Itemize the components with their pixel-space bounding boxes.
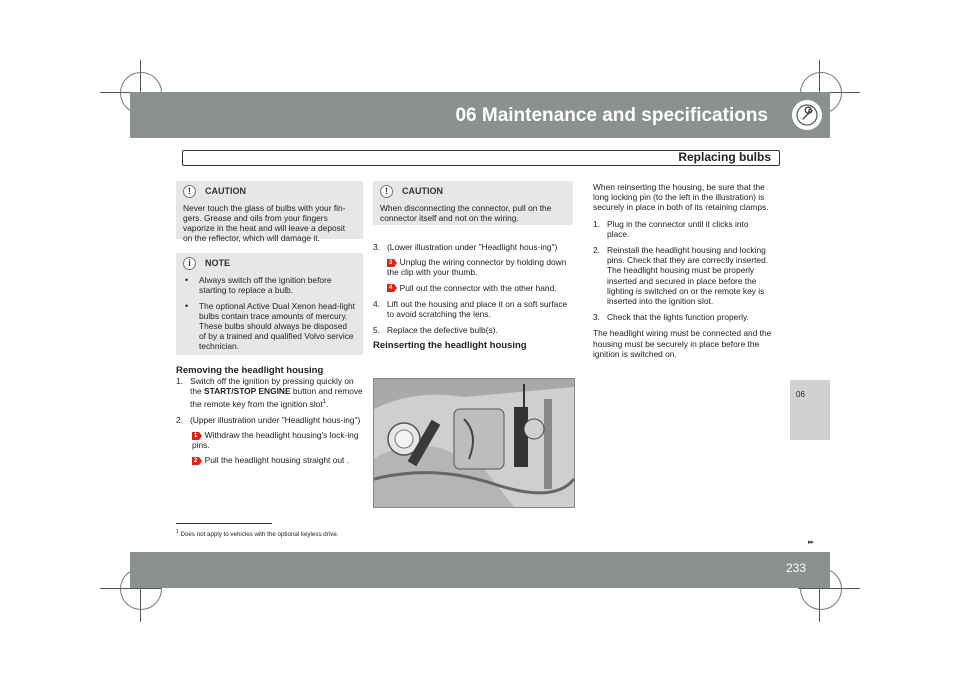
caution-text: When disconnecting the connector, pull on the connector itself and not on the wiring. [380, 203, 552, 223]
list-item [176, 415, 366, 466]
chapter-tab-label: 06 [796, 390, 805, 399]
step-text: (Lower illustration under "Headlight hous-ing") [387, 242, 558, 252]
note-item: • The optional Active Dual Xenon head-light bulbs contain trace amounts of mercury. These bulbs should always be disposed of by a trained and qualified Volvo service technician. [183, 301, 356, 351]
caution-title: CAUTION [402, 186, 443, 196]
step-text: Withdraw the headlight housing's lock-ing pins. [192, 429, 359, 451]
sub-step [373, 257, 573, 277]
step-number: 1. [593, 218, 600, 229]
caution-box [373, 181, 573, 225]
sub-step [373, 283, 573, 293]
info-icon: i [183, 257, 196, 270]
caution-box [176, 181, 363, 243]
step-text: . [326, 398, 329, 409]
section-header [182, 150, 780, 166]
footer-band [130, 552, 830, 588]
step-text: (Upper illustration under "Headlight hous-ing") [190, 414, 361, 425]
callout-marker: 3 [389, 259, 393, 266]
step-text: Switch off the ignition by pressing quickly on the [190, 376, 354, 397]
callout-marker: 2 [194, 458, 198, 464]
step-bold: START/STOP ENGINE [203, 386, 291, 397]
note-item: • Always switch off the ignition before starting to replace a bulb. [183, 275, 356, 295]
step-text: Reinstall the headlight housing and locking pins. Check that they are correctly inserted. The headlight housing must be properly inserted and secured in place before the lighting is switched on or the remote key is inserted into the ignition slot. [607, 245, 769, 307]
list-item [373, 325, 573, 335]
sub-step [190, 430, 366, 450]
step-number: 2. [593, 245, 600, 256]
step-text: Check that the lights function properly. [607, 312, 749, 323]
note-title: NOTE [205, 258, 231, 268]
footnote-divider [176, 523, 272, 524]
chapter-title: 06 Maintenance and specifications [455, 105, 768, 126]
caution-text: Never touch the glass of bulbs with your fin-gers. Grease and oils from your fingers vaporize in the heat and will leave a deposit on the reflector, which will damage it. [183, 203, 346, 243]
sub-step [190, 455, 366, 465]
wrench-icon [792, 100, 822, 130]
step-text: Replace the defective bulb(s). [387, 325, 498, 336]
continue-arrows-icon: ▸▸ [808, 539, 814, 546]
paragraph: The headlight wiring must be connected and the housing must be securely in place before the ignition is switched on. [593, 328, 772, 359]
header-band [130, 92, 830, 138]
footnote [176, 529, 338, 538]
step-text: Unplug the wiring connector by holding down the clip with your thumb. [387, 257, 567, 278]
step-text: Pull out the connector with the other hand. [399, 282, 557, 293]
removing-section [176, 366, 366, 465]
callout-marker: 4 [389, 285, 393, 292]
list-item [373, 242, 573, 293]
step-number: 2. [176, 414, 183, 425]
section-heading: Reinserting the headlight housing [373, 340, 527, 352]
step-text: Lift out the housing and place it on a soft surface to avoid scratching the lens. [387, 298, 568, 320]
step-number: 4. [373, 298, 380, 309]
list-item [373, 299, 573, 319]
step-number: 1. [176, 376, 183, 387]
paragraph: When reinserting the housing, be sure that the long locking pin (to the left in the illustration) is securely in place in both of its retaining clamps. [593, 182, 769, 213]
step-number: 3. [373, 242, 380, 252]
section-heading: Removing the headlight housing [176, 365, 324, 376]
footnote-text: Does not apply to vehicles with the optional keyless drive. [180, 531, 339, 539]
right-column [593, 182, 773, 359]
footnote-ref: 1 [322, 398, 327, 405]
section-title: Replacing bulbs [678, 150, 771, 164]
step-number: 3. [593, 312, 600, 323]
middle-steps [373, 236, 573, 352]
caution-title: CAUTION [205, 186, 246, 196]
step-text: button and remove the remote key from the ignition slot [190, 386, 363, 409]
warning-icon: ! [183, 185, 196, 198]
page-number: 233 [785, 561, 806, 575]
warning-icon: ! [380, 185, 393, 198]
footnote-number: 1 [176, 529, 179, 535]
list-item [593, 312, 773, 322]
list-item [593, 219, 773, 239]
step-text: Pull the headlight housing straight out . [204, 455, 350, 466]
note-box [176, 253, 363, 355]
headlight-illustration [373, 378, 575, 508]
list-item [593, 245, 773, 306]
chapter-tab [790, 380, 830, 440]
step-text: Plug in the connector until it clicks into place. [607, 218, 749, 239]
list-item [176, 376, 366, 408]
step-number: 5. [373, 325, 380, 336]
callout-marker: 1 [194, 432, 198, 439]
